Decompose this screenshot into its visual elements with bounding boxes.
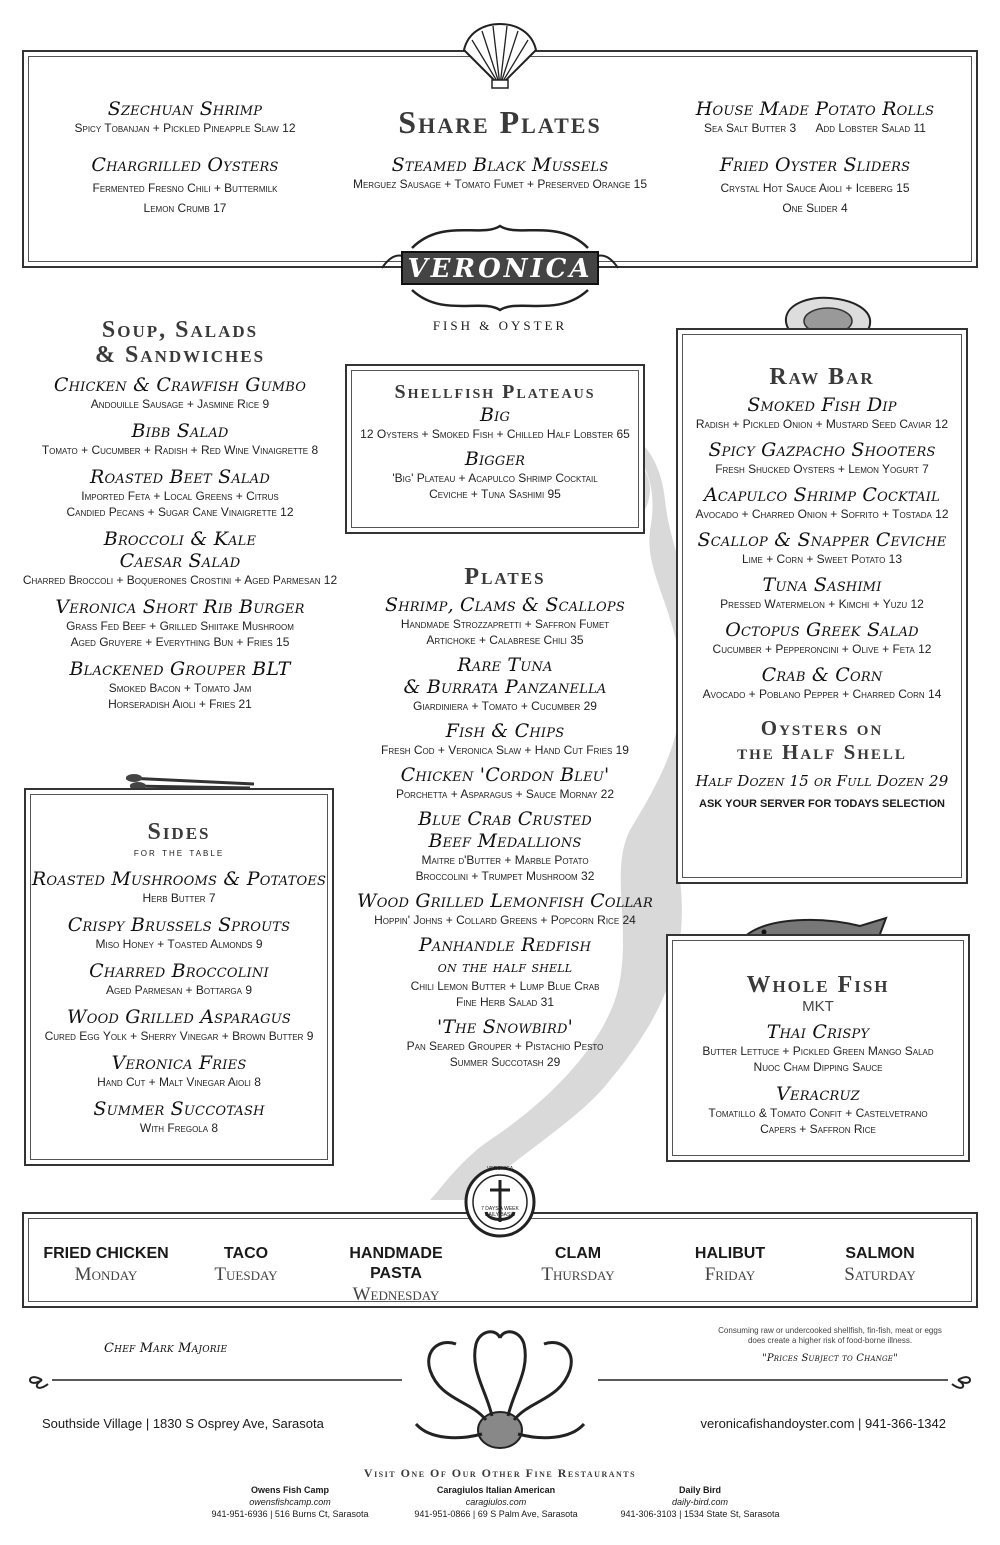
daily-special-monday <box>36 1244 176 1286</box>
item-desc: Grass Fed Beef + Grilled Shiitake Mushroom <box>66 619 294 633</box>
whole-fish-mkt: MKT <box>802 998 834 1015</box>
daily-special-wednesday <box>326 1244 466 1306</box>
octopus-illustration <box>400 1320 600 1460</box>
menu-item <box>340 890 670 928</box>
item-desc: Avocado + Charred Onion + Sofrito + Tostada 12 <box>695 507 949 521</box>
item-desc: Horseradish Aioli + Fries 21 <box>108 697 252 711</box>
food-warning <box>700 1326 960 1366</box>
menu-item <box>678 484 966 522</box>
item-desc: Herb Butter 7 <box>142 891 216 905</box>
restaurant-name: Daily Bird <box>678 1485 721 1495</box>
item-name: Octopus Greek Salad <box>725 619 919 641</box>
raw-bar-frame <box>676 328 968 884</box>
menu-item <box>678 574 966 612</box>
share-plates-right <box>670 98 960 216</box>
plateaus-content <box>347 380 643 502</box>
visit-heading: Visit One Of Our Other Fine Restaurants <box>363 1466 637 1480</box>
item-name: Roasted Beet Salad <box>90 466 270 488</box>
item-name: Shrimp, Clams & Scallops <box>385 594 625 616</box>
oysters-title-line1: Oysters on <box>760 716 884 740</box>
menu-item <box>20 374 340 412</box>
restaurant-caragiulos <box>396 1484 596 1520</box>
restaurant-owens <box>190 1484 390 1520</box>
item-name: Summer Succotash <box>93 1098 265 1120</box>
food-warning-line2: does create a higher risk of food-borne illness. <box>747 1336 913 1345</box>
daily-dish: CLAM <box>554 1245 602 1262</box>
item-desc: Pan Seared Grouper + Pistachio Pesto <box>406 1039 604 1053</box>
share-plates-title: Share Plates <box>398 104 602 140</box>
menu-item <box>20 528 340 588</box>
item-desc: Avocado + Poblano Pepper + Charred Corn 14 <box>702 687 942 701</box>
item-name: Fried Oyster Sliders <box>719 154 911 176</box>
daily-day: Saturday <box>844 1264 916 1285</box>
item-name: Crispy Brussels Sprouts <box>67 914 291 936</box>
menu-item <box>340 720 670 758</box>
item-desc: Smoked Bacon + Tomato Jam <box>108 681 252 695</box>
chef-name: Chef Mark Majorie <box>104 1341 228 1356</box>
daily-day: Tuesday <box>214 1264 278 1285</box>
item-desc: Lime + Corn + Sweet Potato 13 <box>741 552 903 566</box>
menu-item <box>26 914 332 952</box>
share-plates-left <box>40 98 330 216</box>
raw-bar-title: Raw Bar <box>769 364 875 390</box>
item-desc: Ceviche + Tuna Sashimi 95 <box>429 487 561 501</box>
daily-day: Thursday <box>541 1264 615 1285</box>
item-desc: Crystal Hot Sauce Aioli + Iceberg 15 <box>720 181 910 195</box>
restaurant-info: 941-951-6936 | 516 Burns Ct, Sarasota <box>211 1509 369 1519</box>
badge-line3: DAILY BASIS <box>484 1212 516 1218</box>
item-name: Bigger <box>464 448 526 470</box>
daily-special-saturday <box>810 1244 950 1286</box>
badge-line1: VERONICA <box>486 1166 514 1172</box>
item-name: Bibb Salad <box>131 420 229 442</box>
food-warning-line1: Consuming raw or undercooked shellfish, fin-fish, meat or eggs <box>718 1326 942 1335</box>
restaurant-daily-bird <box>600 1484 800 1520</box>
daily-day: Monday <box>74 1264 138 1285</box>
menu-item <box>678 664 966 702</box>
left-flourish <box>22 1366 402 1394</box>
plateaus-title: Shellfish Plateaus <box>394 381 596 403</box>
item-name: Chargrilled Oysters <box>91 154 279 176</box>
soups-title-line2: & Sandwiches <box>94 342 266 368</box>
item-name: Thai Crispy <box>766 1021 870 1043</box>
sides-subtitle: for the table <box>133 845 225 859</box>
share-plates-center <box>340 104 660 192</box>
item-name: Blackened Grouper BLT <box>69 658 291 680</box>
raw-bar-content <box>678 364 966 810</box>
menu-item <box>26 868 332 906</box>
item-name: Panhandle Redfish <box>418 934 592 956</box>
restaurant-name: Owens Fish Camp <box>250 1485 330 1495</box>
daily-dish: TACO <box>223 1245 269 1262</box>
right-flourish <box>598 1366 978 1394</box>
soups-section <box>20 318 340 717</box>
item-desc: Hoppin' Johns + Collard Greens + Popcorn Rice 24 <box>374 913 636 927</box>
item-desc: Charred Broccoli + Boquerones Crostini + Aged Parmesan 12 <box>22 573 338 587</box>
item-name: Acapulco Shrimp Cocktail <box>704 484 940 506</box>
item-name: Wood Grilled Lemonfish Collar <box>357 890 653 912</box>
item-name: Blue Crab Crusted <box>418 808 592 830</box>
logo-name: VERONICA <box>407 254 593 284</box>
item-desc: Tomatillo & Tomato Confit + Castelvetrano <box>708 1106 928 1120</box>
item-name: Broccoli & Kale <box>103 528 257 550</box>
item-name: Chicken & Crawfish Gumbo <box>53 374 307 396</box>
prices-note: "Prices Subject to Change" <box>762 1353 898 1364</box>
oysters-price: Half Dozen 15 or Full Dozen 29 <box>695 772 949 790</box>
sides-frame <box>24 788 334 1166</box>
item-desc: 12 Oysters + Smoked Fish + Chilled Half Lobster 65 <box>360 427 630 441</box>
item-desc: Candied Pecans + Sugar Cane Vinaigrette 12 <box>66 505 294 519</box>
daily-special-friday <box>660 1244 800 1286</box>
menu-item <box>340 1016 670 1070</box>
item-desc: Cured Egg Yolk + Sherry Vinegar + Brown Butter 9 <box>44 1029 314 1043</box>
daily-dish: FRIED CHICKEN <box>43 1245 169 1262</box>
item-name-line2: & Burrata Panzanella <box>403 676 607 698</box>
daily-special-thursday <box>508 1244 648 1286</box>
item-name: Wood Grilled Asparagus <box>66 1006 292 1028</box>
item-desc: With Fregola 8 <box>139 1121 219 1135</box>
item-desc: Miso Honey + Toasted Almonds 9 <box>95 937 263 951</box>
item-desc: Imported Feta + Local Greens + Citrus <box>81 489 279 503</box>
logo-tagline: FISH & OYSTER <box>432 318 568 333</box>
daily-day: Wednesday <box>352 1284 440 1305</box>
item-name: Veronica Fries <box>111 1052 247 1074</box>
item-desc: Chili Lemon Butter + Lump Blue Crab <box>410 979 600 993</box>
item-desc: Spicy Tobanjan + Pickled Pineapple Slaw 12 <box>74 121 296 135</box>
item-desc: Summer Succotash 29 <box>449 1055 561 1069</box>
plates-section <box>340 564 670 1075</box>
menu-item <box>20 658 340 712</box>
item-name: Chicken 'Cordon Bleu' <box>400 764 610 786</box>
menu-item <box>20 420 340 458</box>
restaurant-name: Caragiulos Italian American <box>436 1485 556 1495</box>
plateaus-frame <box>345 364 645 534</box>
item-name: Roasted Mushrooms & Potatoes <box>31 868 327 890</box>
item-desc: Lemon Crumb 17 <box>143 201 227 215</box>
menu-item <box>26 1052 332 1090</box>
restaurant-url[interactable]: owensfishcamp.com <box>249 1497 331 1507</box>
menu-item <box>340 764 670 802</box>
menu-item <box>340 934 670 1010</box>
item-desc: Cucumber + Pepperoncini + Olive + Feta 12 <box>712 642 932 656</box>
item-desc: Aged Parmesan + Bottarga 9 <box>105 983 252 997</box>
menu-item <box>340 594 670 648</box>
address: Southside Village | 1830 S Osprey Ave, Sarasota <box>42 1416 324 1431</box>
oysters-note: ASK YOUR SERVER FOR TODAYS SELECTION <box>699 798 945 810</box>
menu-item <box>20 596 340 650</box>
item-name: Tuna Sashimi <box>762 574 882 596</box>
item-desc: Fermented Fresno Chili + Buttermilk <box>92 181 278 195</box>
item-desc: Sea Salt Butter 3 Add Lobster Salad 11 <box>704 121 926 135</box>
item-name: Fish & Chips <box>445 720 565 742</box>
plates-title: Plates <box>464 564 546 590</box>
item-name: Veracruz <box>776 1083 860 1105</box>
item-desc: Tomato + Cucumber + Radish + Red Wine Vinaigrette 8 <box>41 443 319 457</box>
item-name: 'The Snowbird' <box>436 1016 574 1038</box>
item-desc: Giardiniera + Tomato + Cucumber 29 <box>413 699 597 713</box>
item-desc: Merguez Sausage + Tomato Fumet + Preserved Orange 15 <box>352 177 648 191</box>
item-desc: Porchetta + Asparagus + Sauce Mornay 22 <box>395 787 615 801</box>
item-desc: Capers + Saffron Rice <box>760 1122 876 1136</box>
menu-item <box>26 1098 332 1136</box>
item-name: Rare Tuna <box>457 654 553 676</box>
item-desc: Aged Gruyere + Everything Bun + Fries 15 <box>70 635 290 649</box>
whole-fish-title: Whole Fish <box>746 972 890 998</box>
daily-dish: SALMON <box>845 1245 915 1262</box>
item-name: Spicy Gazpacho Shooters <box>708 439 936 461</box>
item-desc: Fresh Shucked Oysters + Lemon Yogurt 7 <box>715 462 929 476</box>
oysters-title-line2: the Half Shell <box>737 740 907 764</box>
item-desc: 'Big' Plateau + Acapulco Shrimp Cocktail <box>392 471 598 485</box>
sides-content <box>26 820 332 1141</box>
soups-title-line1: Soup, Salads <box>101 317 259 343</box>
menu-item <box>678 529 966 567</box>
item-desc: Broccolini + Trumpet Mushroom 32 <box>415 869 595 883</box>
item-name: Steamed Black Mussels <box>391 154 609 176</box>
daily-special-tuesday <box>176 1244 316 1286</box>
item-desc: Butter Lettuce + Pickled Green Mango Salad <box>702 1044 934 1058</box>
menu-item <box>26 1006 332 1044</box>
restaurant-info: 941-951-0866 | 69 S Palm Ave, Sarasota <box>414 1509 578 1519</box>
item-name-line2: Caesar Salad <box>119 550 241 572</box>
item-desc: Maitre d'Butter + Marble Potato <box>421 853 589 867</box>
item-name: Charred Broccolini <box>89 960 269 982</box>
item-name-line2: on the half shell <box>437 957 573 976</box>
anchor-badge-text <box>462 1166 538 1218</box>
daily-dish: HALIBUT <box>694 1245 766 1262</box>
restaurant-info: 941-306-3103 | 1534 State St, Sarasota <box>620 1509 780 1519</box>
item-name-line2: Beef Medallions <box>428 830 582 852</box>
scallop-shell-icon <box>458 22 542 90</box>
menu-item <box>26 960 332 998</box>
menu-item <box>340 654 670 714</box>
item-name: Scallop & Snapper Ceviche <box>697 529 947 551</box>
item-name: Szechuan Shrimp <box>107 98 263 120</box>
sides-title: Sides <box>147 819 211 845</box>
whole-fish-content <box>668 972 968 1137</box>
restaurant-url[interactable]: caragiulos.com <box>465 1497 527 1507</box>
item-name: Veronica Short Rib Burger <box>55 596 305 618</box>
item-name: Smoked Fish Dip <box>747 394 897 416</box>
menu-item <box>678 439 966 477</box>
menu-item <box>678 394 966 432</box>
daily-dish: HANDMADE PASTA <box>349 1245 443 1282</box>
badge-line2: 7 DAYS A WEEK <box>481 1206 519 1212</box>
menu-item <box>20 466 340 520</box>
item-desc: Pressed Watermelon + Kimchi + Yuzu 12 <box>720 597 924 611</box>
item-desc: Andouille Sausage + Jasmine Rice 9 <box>90 397 270 411</box>
whole-fish-frame <box>666 934 970 1162</box>
item-desc: Fine Herb Salad 31 <box>455 995 555 1009</box>
item-desc: Radish + Pickled Onion + Mustard Seed Caviar 12 <box>695 417 949 431</box>
menu-item <box>678 619 966 657</box>
item-desc: Artichoke + Calabrese Chili 35 <box>426 633 584 647</box>
daily-day: Friday <box>704 1264 756 1285</box>
item-desc: Fresh Cod + Veronica Slaw + Hand Cut Fries 19 <box>381 743 629 757</box>
item-name: Big <box>479 404 511 426</box>
item-desc: Hand Cut + Malt Vinegar Aioli 8 <box>97 1075 261 1089</box>
item-desc: Nuoc Cham Dipping Sauce <box>753 1060 883 1074</box>
restaurant-url[interactable]: daily-bird.com <box>671 1497 729 1507</box>
item-name: Crab & Corn <box>761 664 883 686</box>
item-desc: One Slider 4 <box>782 201 848 215</box>
item-name: House Made Potato Rolls <box>695 98 935 120</box>
contact: veronicafishandoyster.com | 941-366-1342 <box>700 1416 946 1431</box>
item-desc: Handmade Strozzapretti + Saffron Fumet <box>400 617 610 631</box>
menu-item <box>340 808 670 884</box>
